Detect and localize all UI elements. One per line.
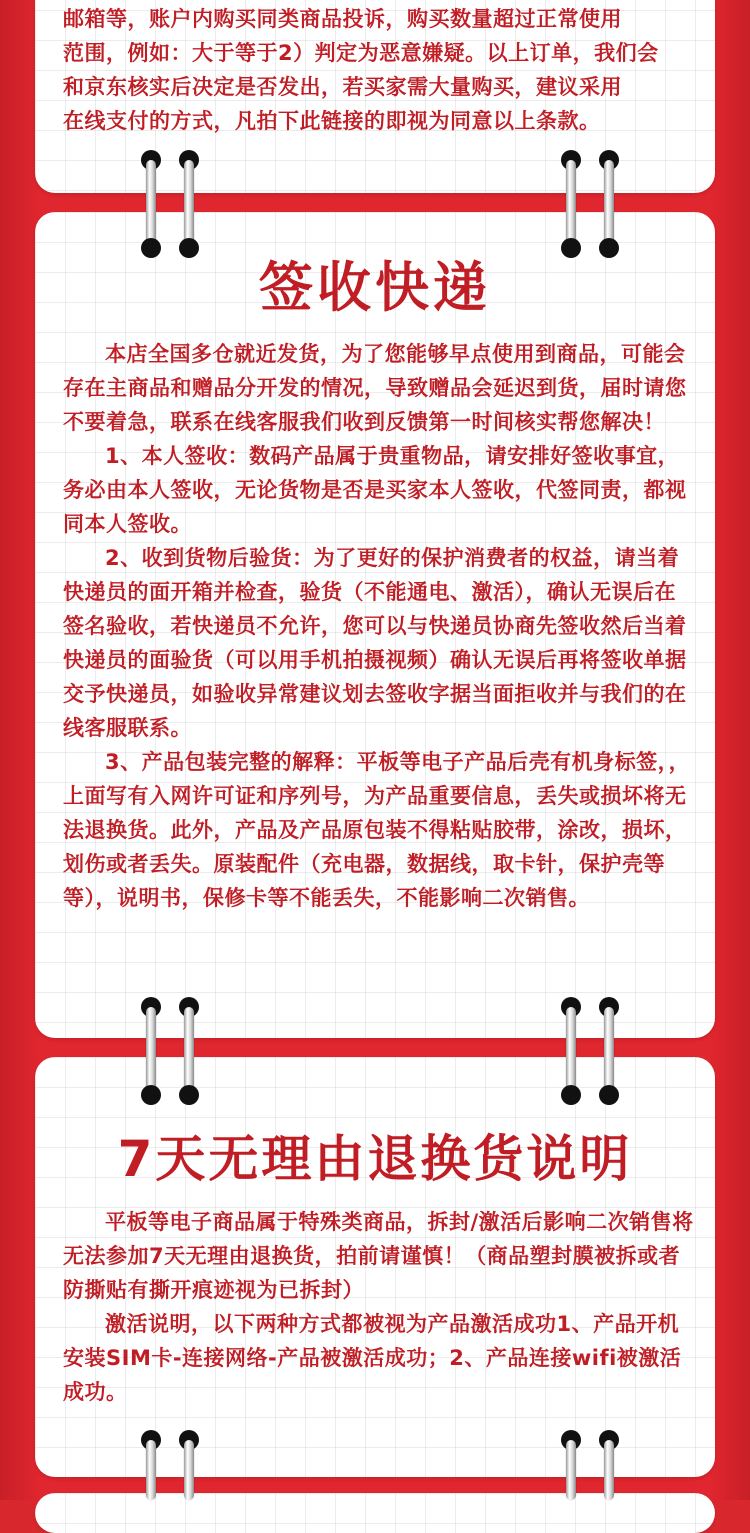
return-policy-paragraph: 平板等电子商品属于特殊类商品，拆封/激活后影响二次销售将无法参加7天无理由退换货，拍前请谨慎！（商品塑封膜被拆或者防撕贴有撕开痕迹视为已拆封） <box>63 1210 694 1302</box>
binder-ring-icon <box>140 997 162 1107</box>
terms-line: 邮箱等，账户内购买同类商品投诉，购买数量超过正常使用 <box>63 7 622 31</box>
binder-ring-icon <box>598 1430 620 1500</box>
terms-line: 范围，例如：大于等于2）判定为恶意嫌疑。以上订单，我们会 <box>63 41 659 65</box>
binder-ring-icon <box>598 997 620 1107</box>
binder-ring-icon <box>140 150 162 260</box>
terms-line: 在线支付的方式，凡拍下此链接的即视为同意以上条款。 <box>63 109 601 133</box>
binder-ring-icon <box>140 1430 162 1500</box>
binder-ring-icon <box>560 150 582 260</box>
delivery-paragraph: 1、本人签收：数码产品属于贵重物品，请安排好签收事宜，务必由本人签收，无论货物是否是买家本人签收，代签同责，都视同本人签收。 <box>63 444 687 536</box>
return-policy-text <box>63 1205 695 1409</box>
return-policy-paragraph: 激活说明，以下两种方式都被视为产品激活成功1、产品开机安装SIM卡-连接网络-产品被激活成功；2、产品连接wifi被激活成功。 <box>63 1312 682 1404</box>
delivery-text <box>63 337 695 915</box>
delivery-paragraph: 本店全国多仓就近发货，为了您能够早点使用到商品，可能会存在主商品和赠品分开发的情况，导致赠品会延迟到货，届时请您不要着急，联系在线客服我们收到反馈第一时间核实帮您解决！ <box>63 342 687 434</box>
binder-ring-icon <box>560 997 582 1107</box>
terms-line: 和京东核实后决定是否发出，若买家需大量购买，建议采用 <box>63 75 622 99</box>
notice-card-delivery <box>35 212 715 1038</box>
binder-ring-icon <box>178 150 200 260</box>
binder-ring-icon <box>178 1430 200 1500</box>
delivery-paragraph: 3、产品包装完整的解释：平板等电子产品后壳有机身标签，，上面写有入网许可证和序列号，为产品重要信息，丢失或损坏将无法退换货。此外，产品及产品原包装不得粘贴胶带，涂改，损坏，划伤或者丢失。原装配件（充电器，数据线，取卡针，保护壳等等），说明书，保修卡等不能丢失，不能影响二次销售。 <box>63 750 691 910</box>
section-title-return-policy: 7天无理由退换货说明 <box>117 1130 633 1188</box>
terms-text <box>63 2 695 138</box>
binder-ring-icon <box>560 1430 582 1500</box>
notice-card-return-policy <box>35 1057 715 1477</box>
binder-ring-icon <box>598 150 620 260</box>
section-title-delivery: 签收快递 <box>259 256 491 319</box>
delivery-paragraph: 2、收到货物后验货：为了更好的保护消费者的权益，请当着快递员的面开箱并检查，验货（不能通电、激活），确认无误后在签名验收，若快递员不允许，您可以与快递员协商先签收然后当着快递员的面验货（可以用手机拍摄视频）确认无误后再将签收单据交予快递员，如验收异常建议划去签收字据当面拒收并与我们的在线客服联系。 <box>63 546 687 740</box>
binder-ring-icon <box>178 997 200 1107</box>
